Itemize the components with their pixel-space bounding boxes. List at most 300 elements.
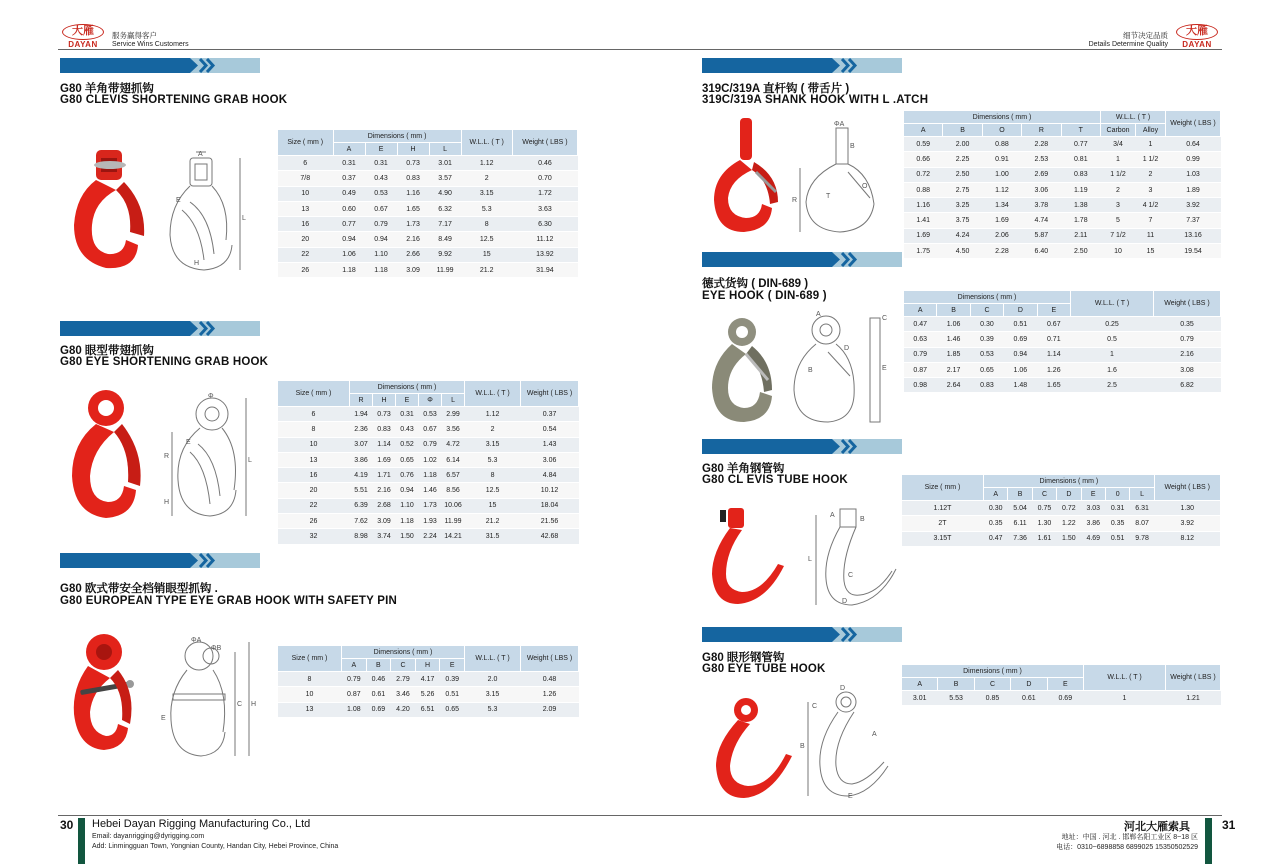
eye-tube-hook-diagram <box>800 684 900 802</box>
table-cell: 2.50 <box>943 167 982 182</box>
table-cell: 3.06 <box>1022 182 1061 197</box>
left-logo-brand: DAYAN <box>68 40 98 49</box>
euro-eye-grab-hook-diagram <box>155 636 260 766</box>
table-row <box>902 516 1221 531</box>
col-header-dim: E <box>440 659 465 672</box>
svg-text:B: B <box>800 743 805 750</box>
table-cell: 1 <box>1136 137 1166 152</box>
table-cell: 31.94 <box>512 263 577 278</box>
section-title-cn: G80 眼型带翅抓钩 <box>60 345 154 357</box>
table-cell: 0.94 <box>396 483 419 498</box>
table-row <box>278 437 579 452</box>
table-cell: 3.08 <box>1154 362 1221 377</box>
table-cell: 0.31 <box>333 156 365 171</box>
table-row <box>278 498 579 513</box>
col-header-dim: L <box>1130 488 1154 501</box>
table-cell: 2.79 <box>391 672 416 687</box>
table-cell: 0.69 <box>1004 332 1037 347</box>
table-cell: 0.39 <box>440 672 465 687</box>
col-header-size: Size ( mm ) <box>278 381 350 407</box>
table-cell: 0.69 <box>366 702 391 717</box>
table-cell: 10 <box>278 687 342 702</box>
header-rule-left <box>58 49 640 50</box>
col-header-dim: E <box>1081 488 1105 501</box>
table-cell: 7 1/2 <box>1101 228 1136 243</box>
table-cell: 3.86 <box>1081 516 1105 531</box>
footer-company: Hebei Dayan Rigging Manufacturing Co., Ltd <box>92 818 311 830</box>
table-cell: 5.04 <box>1008 501 1032 516</box>
table-cell: 1.69 <box>904 228 943 243</box>
table-row <box>904 332 1221 347</box>
table-cell: 0.46 <box>512 156 577 171</box>
table-cell: 32 <box>278 529 350 544</box>
table-row <box>904 362 1221 377</box>
table-cell: 4.19 <box>350 468 373 483</box>
table-cell: 0.71 <box>1037 332 1070 347</box>
table-cell: 1.06 <box>937 317 970 332</box>
table-row <box>278 422 579 437</box>
right-logo-brand: DAYAN <box>1182 40 1212 49</box>
table-cell: 1.19 <box>1061 182 1100 197</box>
table-row <box>278 201 578 216</box>
table-cell: 2.69 <box>1022 167 1061 182</box>
section-bar-dark <box>60 321 160 336</box>
table-cell: 1 <box>1101 152 1136 167</box>
table-cell: 2.99 <box>442 407 465 422</box>
section-title-en: EYE HOOK ( DIN-689 ) <box>702 290 827 302</box>
table-cell: 6.51 <box>415 702 440 717</box>
table-cell: 0.83 <box>373 422 396 437</box>
table-cell: 1.50 <box>1057 531 1081 546</box>
col-header-dim: B <box>366 659 391 672</box>
page-number-left: 30 <box>60 818 74 832</box>
table-row <box>278 702 579 717</box>
footer-rule-right <box>640 815 1222 816</box>
table-cell: 3.09 <box>373 514 396 529</box>
table-cell: 21.56 <box>521 514 579 529</box>
table-cell: 6.30 <box>512 217 577 232</box>
table-cell: 16 <box>278 468 350 483</box>
table-cell: 6.32 <box>429 201 461 216</box>
table-cell: 0.51 <box>1004 317 1037 332</box>
col-header-dim: C <box>970 304 1003 317</box>
table-cell: 1 1/2 <box>1101 167 1136 182</box>
footer-strip-left <box>78 818 85 864</box>
table-cell: 6.82 <box>1154 378 1221 393</box>
section-title-en: G80 CLEVIS SHORTENING GRAB HOOK <box>60 94 288 106</box>
svg-text:ΦA: ΦA <box>834 121 845 128</box>
page-number-right: 31 <box>1222 818 1236 832</box>
double-chevron-icon <box>160 58 220 73</box>
double-chevron-icon <box>160 553 220 568</box>
table-cell: 3.01 <box>429 156 461 171</box>
table-cell: 0.99 <box>1166 152 1221 167</box>
table-cell: 8 <box>278 422 350 437</box>
table-cell: 12.5 <box>461 232 512 247</box>
table-cell: 10 <box>278 437 350 452</box>
col-header-dim: B <box>938 678 974 691</box>
table-cell: 3.57 <box>429 171 461 186</box>
table-cell: 2.28 <box>982 244 1021 259</box>
table-cell: 1.10 <box>365 247 397 262</box>
table-cell: 2.16 <box>373 483 396 498</box>
spec-table-body <box>278 407 579 545</box>
col-header-dim: Φ <box>419 394 442 407</box>
table-cell: 3.92 <box>1166 198 1221 213</box>
table-cell: 7/8 <box>278 171 334 186</box>
section-title-cn: G80 欧式带安全档销眼型抓钩 . <box>60 583 218 595</box>
table-cell: 16 <box>278 217 334 232</box>
col-header-dimensions: Dimensions ( mm ) <box>342 646 465 659</box>
table-cell: 8.07 <box>1130 516 1154 531</box>
table-cell: 2.53 <box>1022 152 1061 167</box>
table-cell: 1.46 <box>937 332 970 347</box>
left-logo-mark: 大雁 <box>62 24 104 40</box>
table-cell: 0.83 <box>1061 167 1100 182</box>
table-cell: 5 <box>1101 213 1136 228</box>
table-cell: 3.06 <box>521 452 579 467</box>
table-cell: 0.77 <box>333 217 365 232</box>
table-cell: 3.07 <box>350 437 373 452</box>
table-cell: 0.53 <box>419 407 442 422</box>
svg-text:C: C <box>848 572 854 579</box>
table-cell: 1.08 <box>342 702 367 717</box>
table-cell: 15 <box>465 498 521 513</box>
table-cell: 15 <box>1136 244 1166 259</box>
section-bar-dark <box>702 627 802 642</box>
table-cell: 1.94 <box>350 407 373 422</box>
svg-text:E: E <box>882 365 887 372</box>
table-cell: 20 <box>278 483 350 498</box>
svg-text:L: L <box>808 556 812 563</box>
table-cell: 1.16 <box>397 186 429 201</box>
table-cell: 2.06 <box>982 228 1021 243</box>
table-cell: 31.5 <box>465 529 521 544</box>
table-cell: 0.31 <box>396 407 419 422</box>
section-bar-shank-hook <box>702 58 902 73</box>
col-header-wll: W.L.L. ( T ) <box>1071 291 1154 317</box>
col-header-dimensions: Dimensions ( mm ) <box>904 111 1101 124</box>
col-header-wll: W.L.L. ( T ) <box>1084 665 1166 691</box>
spec-table-clevis-grab <box>277 129 578 278</box>
table-cell: 3.78 <box>1022 198 1061 213</box>
col-header-dim: A <box>904 124 943 137</box>
table-row <box>278 156 578 171</box>
table-cell: 0.79 <box>904 347 937 362</box>
table-cell: 0.88 <box>904 182 943 197</box>
table-cell: 0.67 <box>1037 317 1070 332</box>
table-cell: 1.18 <box>396 514 419 529</box>
table-cell: 4 1/2 <box>1136 198 1166 213</box>
section-title-en: G80 CL EVIS TUBE HOOK <box>702 474 848 486</box>
table-cell: 0.51 <box>1105 531 1129 546</box>
table-cell: 1.30 <box>1032 516 1056 531</box>
col-header-dim: L <box>429 143 461 156</box>
svg-text:B: B <box>860 516 865 523</box>
table-cell: 1.73 <box>397 217 429 232</box>
table-row <box>902 691 1221 706</box>
col-header-dim: A <box>984 488 1008 501</box>
table-cell: 1.78 <box>1061 213 1100 228</box>
table-cell: 1.26 <box>1037 362 1070 377</box>
table-cell: 0.25 <box>1071 317 1154 332</box>
double-chevron-icon <box>802 627 862 642</box>
table-cell: 1.38 <box>1061 198 1100 213</box>
table-cell: 5.3 <box>465 702 521 717</box>
table-cell: 0.39 <box>970 332 1003 347</box>
table-cell: 0.87 <box>904 362 937 377</box>
table-cell: 1.6 <box>1071 362 1154 377</box>
table-cell: 3.86 <box>350 452 373 467</box>
table-cell: 2.64 <box>937 378 970 393</box>
svg-text:H: H <box>194 260 200 267</box>
table-cell: 0.88 <box>982 137 1021 152</box>
table-cell: 6 <box>278 407 350 422</box>
table-cell: 3.56 <box>442 422 465 437</box>
table-cell: 0.94 <box>1004 347 1037 362</box>
svg-text:A: A <box>816 311 821 318</box>
table-row <box>904 198 1221 213</box>
table-cell: 1.73 <box>419 498 442 513</box>
table-cell: 13.16 <box>1166 228 1221 243</box>
col-header-dim: E <box>365 143 397 156</box>
table-cell: 3.63 <box>512 201 577 216</box>
col-header-weight: Weight ( LBS ) <box>521 646 579 672</box>
svg-text:ΦB: ΦB <box>211 645 222 652</box>
col-header-weight: Weight ( LBS ) <box>1166 111 1221 137</box>
table-cell: 8.98 <box>350 529 373 544</box>
table-cell: 0.51 <box>440 687 465 702</box>
table-cell: 0.75 <box>1032 501 1056 516</box>
table-cell: 4.69 <box>1081 531 1105 546</box>
table-cell: 0.94 <box>365 232 397 247</box>
table-cell: 0.76 <box>396 468 419 483</box>
table-cell: 3.09 <box>397 263 429 278</box>
table-cell: 2.00 <box>943 137 982 152</box>
table-cell: 1.30 <box>1154 501 1220 516</box>
table-cell: 1 <box>1071 347 1154 362</box>
table-cell: 1.10 <box>396 498 419 513</box>
svg-text:R: R <box>164 453 170 460</box>
col-header-weight: Weight ( LBS ) <box>521 381 579 407</box>
table-cell: 21.2 <box>465 514 521 529</box>
spec-table-euro-eye-grab <box>277 645 579 718</box>
table-cell: 2 <box>1136 167 1166 182</box>
table-cell: 1.02 <box>419 452 442 467</box>
table-cell: 2.25 <box>943 152 982 167</box>
table-cell: 0.83 <box>397 171 429 186</box>
table-cell: 3.15T <box>902 531 984 546</box>
table-cell: 1.06 <box>333 247 365 262</box>
svg-text:H: H <box>251 701 257 708</box>
table-cell: 0.72 <box>1057 501 1081 516</box>
table-cell: 3.74 <box>373 529 396 544</box>
section-bar-din-eye-hook <box>702 252 902 267</box>
footer-cn-phone: 电话：0310~6898858 6899025 15350502529 <box>1056 844 1198 851</box>
shank-hook-diagram <box>790 118 900 236</box>
table-row <box>904 152 1221 167</box>
footer-cn-company: 河北大雁索具 <box>1124 821 1190 833</box>
table-cell: 1.18 <box>365 263 397 278</box>
table-cell: 11.99 <box>442 514 465 529</box>
table-cell: 0.73 <box>397 156 429 171</box>
col-header-weight: Weight ( LBS ) <box>512 130 577 156</box>
table-cell: 1.12 <box>461 156 512 171</box>
table-cell: 2.16 <box>1154 347 1221 362</box>
spec-table-eye-grab <box>277 380 579 545</box>
table-cell: 2.68 <box>373 498 396 513</box>
table-cell: 4.74 <box>1022 213 1061 228</box>
svg-text:Φ: Φ <box>208 393 214 400</box>
table-cell: 6 <box>278 156 334 171</box>
table-cell: 5.26 <box>415 687 440 702</box>
table-cell: 1.18 <box>333 263 365 278</box>
col-header-dim: R <box>350 394 373 407</box>
table-cell: 0.79 <box>342 672 367 687</box>
table-cell: 0.73 <box>373 407 396 422</box>
table-cell: 1.69 <box>373 452 396 467</box>
table-cell: 0.66 <box>904 152 943 167</box>
table-cell: 0.67 <box>419 422 442 437</box>
col-header-dim: A <box>333 143 365 156</box>
left-logo <box>60 24 106 50</box>
table-row <box>904 378 1221 393</box>
table-cell: 5.53 <box>938 691 974 706</box>
section-bar-eye-grab <box>60 321 260 336</box>
table-cell: 2 <box>461 171 512 186</box>
table-cell: 3.15 <box>465 437 521 452</box>
header-rule-right <box>640 49 1222 50</box>
table-cell: 0.47 <box>984 531 1008 546</box>
table-cell: 10 <box>278 186 334 201</box>
table-row <box>278 407 579 422</box>
table-row <box>904 182 1221 197</box>
table-cell: 15 <box>461 247 512 262</box>
svg-text:E: E <box>161 715 166 722</box>
table-cell: 2 <box>1101 182 1136 197</box>
table-cell: 1.14 <box>1037 347 1070 362</box>
table-cell: 0.53 <box>365 186 397 201</box>
col-header-dim: D <box>1011 678 1047 691</box>
col-header-dim: E <box>396 394 419 407</box>
table-cell: 0.67 <box>365 201 397 216</box>
left-slogan-cn: 服务赢得客户 <box>112 31 157 40</box>
svg-text:A: A <box>872 731 877 738</box>
table-cell: 1.14 <box>373 437 396 452</box>
table-cell: 6.40 <box>1022 244 1061 259</box>
table-row <box>904 317 1221 332</box>
table-cell: 2.17 <box>937 362 970 377</box>
svg-text:L: L <box>242 215 246 222</box>
footer-address: Add: Linmingguan Town, Yongnian County, Handan City, Hebei Province, China <box>92 843 339 850</box>
svg-text:A: A <box>830 512 835 519</box>
col-header-dim: A <box>342 659 367 672</box>
table-cell: 0.77 <box>1061 137 1100 152</box>
table-cell: 1.12 <box>982 182 1021 197</box>
footer-cn-address: 地址：中国 . 河北 . 邯郸名阳工业区 8~18 区 <box>1061 834 1198 841</box>
table-cell: 3.03 <box>1081 501 1105 516</box>
table-cell: 4.24 <box>943 228 982 243</box>
table-cell: 0.48 <box>521 672 579 687</box>
table-cell: 0.53 <box>970 347 1003 362</box>
footer-strip-right <box>1205 818 1212 864</box>
table-cell: 1.21 <box>1166 691 1221 706</box>
table-cell: 1.75 <box>904 244 943 259</box>
col-header-weight: Weight ( LBS ) <box>1154 291 1221 317</box>
table-cell: 3.25 <box>943 198 982 213</box>
section-bar-clevis-tube <box>702 439 902 454</box>
table-cell: 42.68 <box>521 529 579 544</box>
table-cell: 0.65 <box>396 452 419 467</box>
table-row <box>278 687 579 702</box>
table-row <box>278 232 578 247</box>
table-cell: 1.41 <box>904 213 943 228</box>
table-cell: 0.79 <box>1154 332 1221 347</box>
din-eye-hook-diagram <box>786 310 892 428</box>
col-header-dim: H <box>373 394 396 407</box>
table-cell: 0.85 <box>974 691 1010 706</box>
col-header-dim: D <box>1057 488 1081 501</box>
table-cell: 1.03 <box>1166 167 1221 182</box>
table-row <box>904 347 1221 362</box>
table-cell: 5.3 <box>465 452 521 467</box>
table-cell: 13 <box>278 201 334 216</box>
table-cell: 2.16 <box>397 232 429 247</box>
clevis-tube-hook-diagram <box>800 505 900 610</box>
section-title-en: G80 EYE SHORTENING GRAB HOOK <box>60 356 269 368</box>
col-header-dimensions: Dimensions ( mm ) <box>904 291 1071 304</box>
table-cell: 0.47 <box>904 317 937 332</box>
col-header-dim: T <box>1061 124 1100 137</box>
table-cell: 0.30 <box>970 317 1003 332</box>
table-cell: 5.51 <box>350 483 373 498</box>
table-cell: 1.16 <box>904 198 943 213</box>
table-cell: 1.72 <box>512 186 577 201</box>
table-row <box>278 468 579 483</box>
shank-hook-photo <box>710 118 790 236</box>
svg-text:C: C <box>882 315 888 322</box>
table-cell: 2.66 <box>397 247 429 262</box>
table-cell: 1.65 <box>397 201 429 216</box>
svg-text:B: B <box>808 367 813 374</box>
table-cell: 3/4 <box>1101 137 1136 152</box>
right-logo <box>1174 24 1220 50</box>
table-cell: 19.54 <box>1166 244 1221 259</box>
col-header-dim: R <box>1022 124 1061 137</box>
svg-text:D: D <box>840 685 846 692</box>
left-slogan-en: Service Wins Customers <box>112 41 189 48</box>
table-cell: 4.90 <box>429 186 461 201</box>
table-cell: 0.61 <box>366 687 391 702</box>
table-row <box>278 171 578 186</box>
table-cell: 5.87 <box>1022 228 1061 243</box>
table-row <box>904 167 1221 182</box>
table-cell: 1 1/2 <box>1136 152 1166 167</box>
svg-text:C: C <box>812 703 818 710</box>
spec-table-body <box>278 672 579 718</box>
table-cell: 2.11 <box>1061 228 1100 243</box>
table-cell: 8 <box>461 217 512 232</box>
table-cell: 0.72 <box>904 167 943 182</box>
col-header-dimensions: Dimensions ( mm ) <box>350 381 465 394</box>
section-title-en: G80 EYE TUBE HOOK <box>702 663 826 675</box>
col-header-dim: C <box>1032 488 1056 501</box>
table-cell: 6.11 <box>1008 516 1032 531</box>
spec-table-clevis-tube <box>901 474 1221 547</box>
right-slogan-cn: 细节决定品质 <box>1123 31 1168 40</box>
table-row <box>278 263 578 278</box>
svg-text:L: L <box>248 457 252 464</box>
